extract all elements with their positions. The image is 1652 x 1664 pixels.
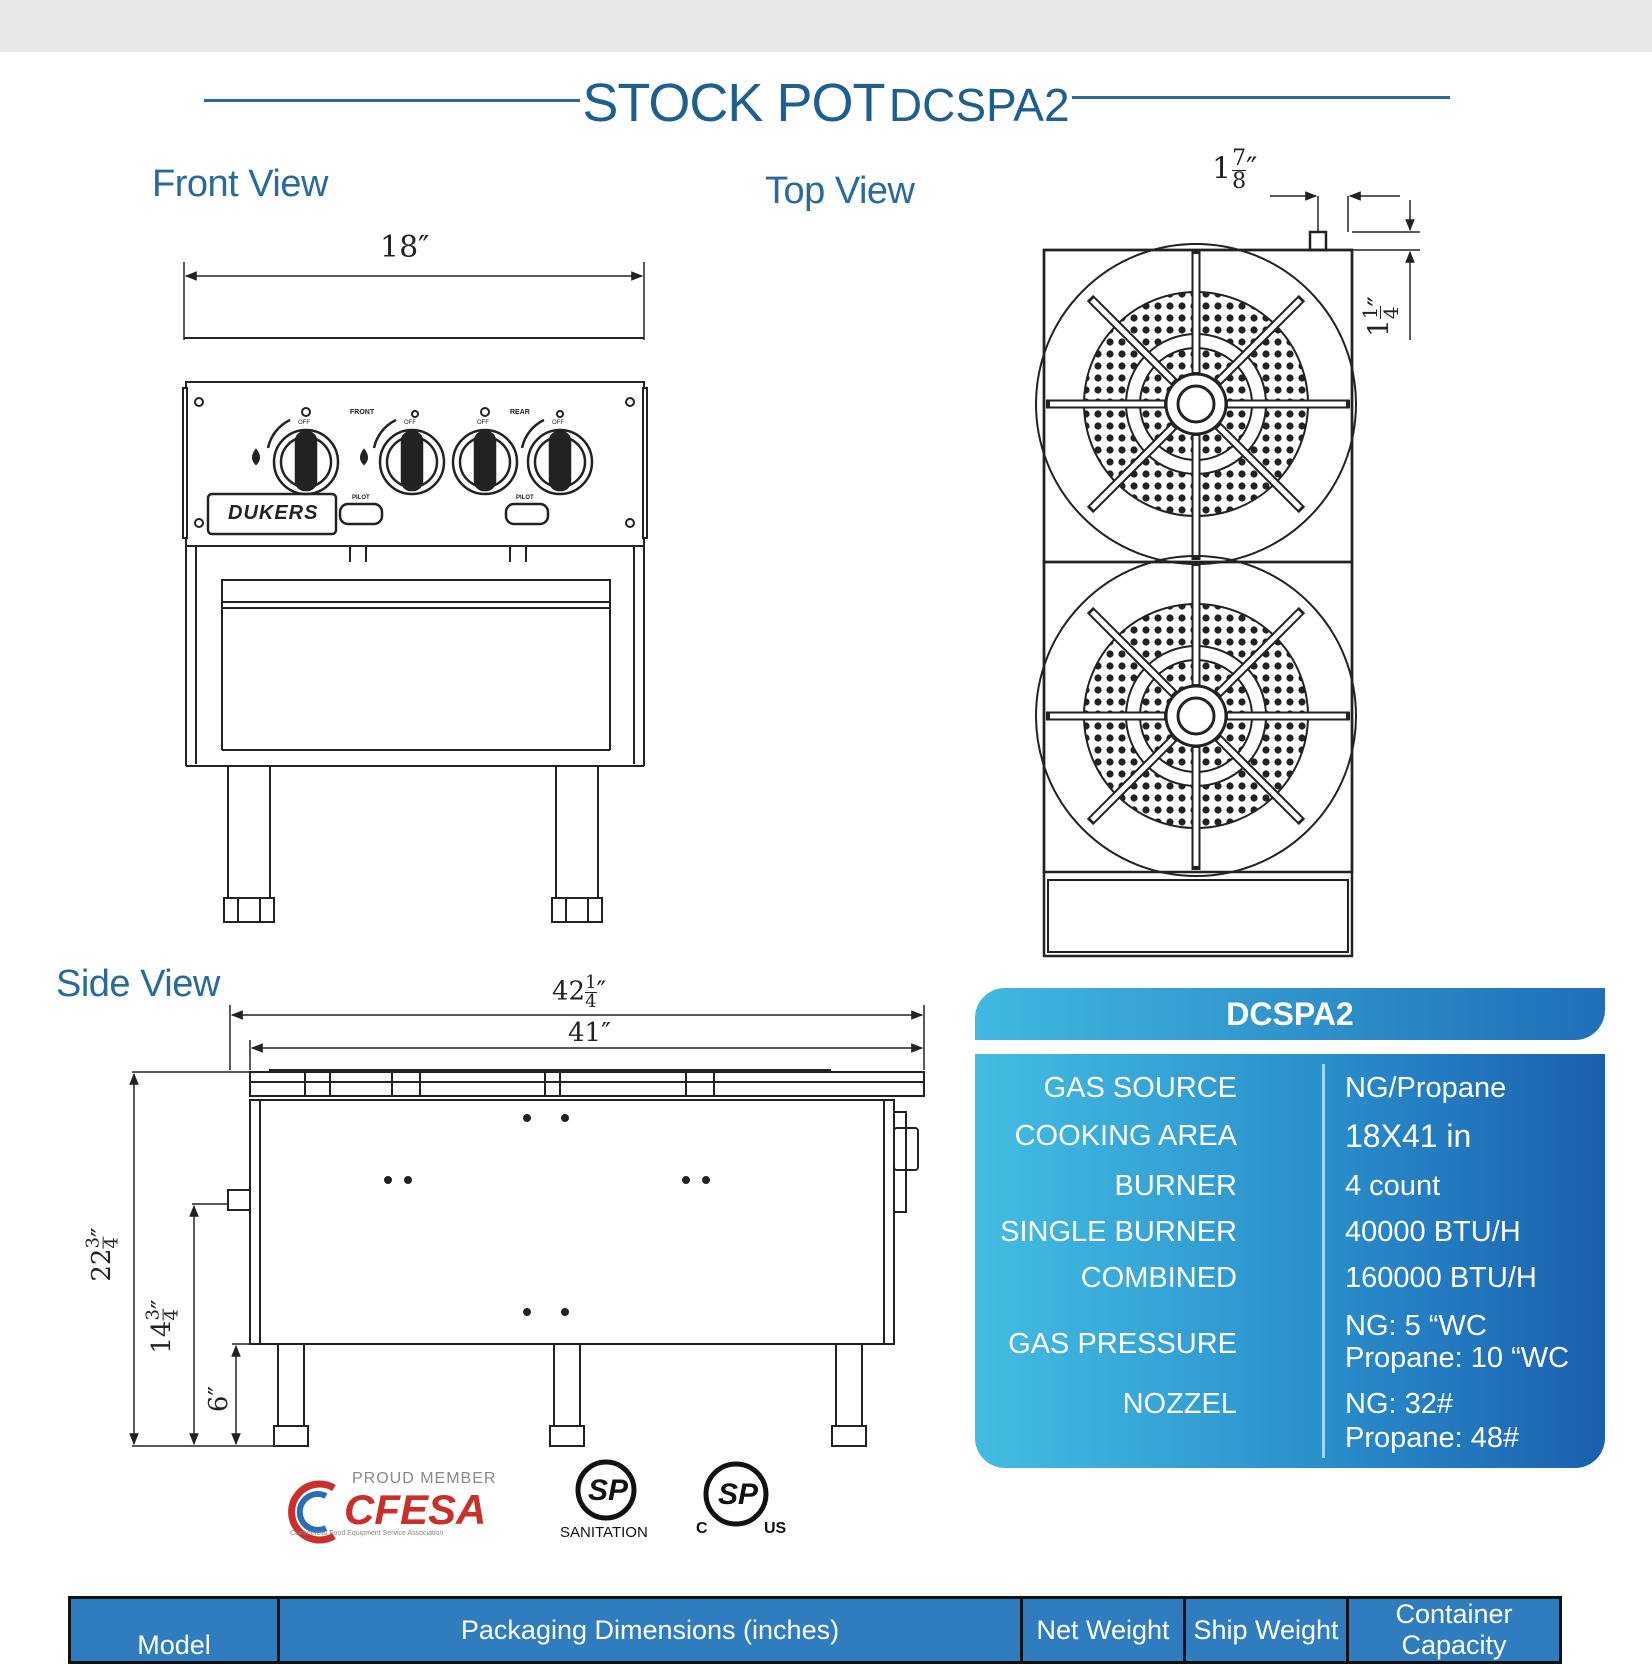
cfesa-proud-member: PROUD MEMBER — [352, 1470, 497, 1487]
front-width-dim: 18″ — [380, 230, 430, 265]
table-header-model: Model — [70, 1598, 279, 1663]
side-height-dim: 22 3 4 ″ — [82, 1227, 123, 1282]
spec-value: 18X41 in — [1345, 1118, 1472, 1154]
front-view-label: Front View — [152, 163, 328, 205]
spec-label: GAS PRESSURE — [1008, 1328, 1237, 1360]
knob-label-2: OFF — [404, 420, 416, 426]
front-panel-label-rear: REAR — [510, 409, 530, 416]
top-side-dim: 1 1 4 ″ — [1358, 295, 1404, 338]
spec-label: COMBINED — [1080, 1262, 1237, 1294]
brand-plate-text: DUKERS — [228, 502, 319, 524]
knob-label-1: OFF — [298, 420, 310, 426]
spec-value: NG/Propane — [1345, 1072, 1507, 1104]
csa-us-label: US — [764, 1520, 787, 1537]
table-header-packaging: Packaging Dimensions (inches) — [279, 1598, 1022, 1663]
cfesa-logo-text: CFESA — [344, 1486, 487, 1533]
spec-value: 160000 BTU/H — [1345, 1262, 1537, 1294]
side-inner-dim: 41″ — [568, 1018, 611, 1048]
spec-label: NOZZEL — [1122, 1388, 1237, 1420]
spec-header: DCSPA2 — [975, 988, 1605, 1040]
spec-box — [975, 1054, 1605, 1468]
pilot-label-2: PILOT — [516, 495, 534, 501]
burner-grate-1 — [1036, 244, 1356, 564]
title-main: STOCK POT — [582, 73, 885, 133]
table-header-container: Container Capacity — [1348, 1598, 1561, 1663]
cfesa-subtitle: Commercial Food Equipment Service Association — [290, 1530, 444, 1537]
side-view-drawing — [132, 1005, 924, 1446]
spec-value: 40000 BTU/H — [1345, 1216, 1521, 1248]
spec-value: 4 count — [1345, 1170, 1441, 1202]
title-model: DCSPA2 — [888, 79, 1070, 131]
spec-value-2: Propane: 48# — [1345, 1422, 1520, 1454]
spec-divider — [1322, 1064, 1325, 1458]
knob-label-4: OFF — [552, 420, 564, 426]
front-view-drawing — [183, 262, 647, 922]
table-header-ship-weight: Ship Weight — [1185, 1598, 1348, 1663]
top-view-label: Top View — [765, 170, 915, 212]
spec-value: NG: 32# — [1345, 1388, 1453, 1420]
csa-mark-1: SP — [588, 1474, 629, 1507]
side-leg-dim: 6″ — [204, 1385, 235, 1413]
csa-c-label: C — [696, 1520, 708, 1537]
top-offset-dim: 1 $\frac{7}{8}$ ″ — [1212, 146, 1258, 194]
sanitation-label: SANITATION — [560, 1524, 648, 1541]
spec-value-2: Propane: 10 “WC — [1345, 1342, 1570, 1374]
side-mid-dim: 14 3 4 ″ — [142, 1299, 183, 1354]
spec-label: SINGLE BURNER — [1000, 1216, 1237, 1248]
side-total-dim: 42 $\frac{1}{4}$ ″ — [552, 972, 607, 1012]
burner-grate-2 — [1036, 556, 1356, 876]
csa-mark-2: SP — [718, 1478, 759, 1511]
front-panel-label-front: FRONT — [350, 409, 375, 416]
packaging-table — [68, 1596, 1562, 1664]
spec-label: GAS SOURCE — [1043, 1072, 1237, 1104]
side-view-label: Side View — [56, 963, 220, 1005]
table-header-net-weight: Net Weight — [1022, 1598, 1185, 1663]
pilot-label-1: PILOT — [352, 495, 370, 501]
spec-label: COOKING AREA — [1014, 1120, 1237, 1152]
knob-label-3: OFF — [477, 420, 489, 426]
spec-label: BURNER — [1114, 1170, 1237, 1202]
spec-value: NG: 5 “WC — [1345, 1310, 1487, 1342]
